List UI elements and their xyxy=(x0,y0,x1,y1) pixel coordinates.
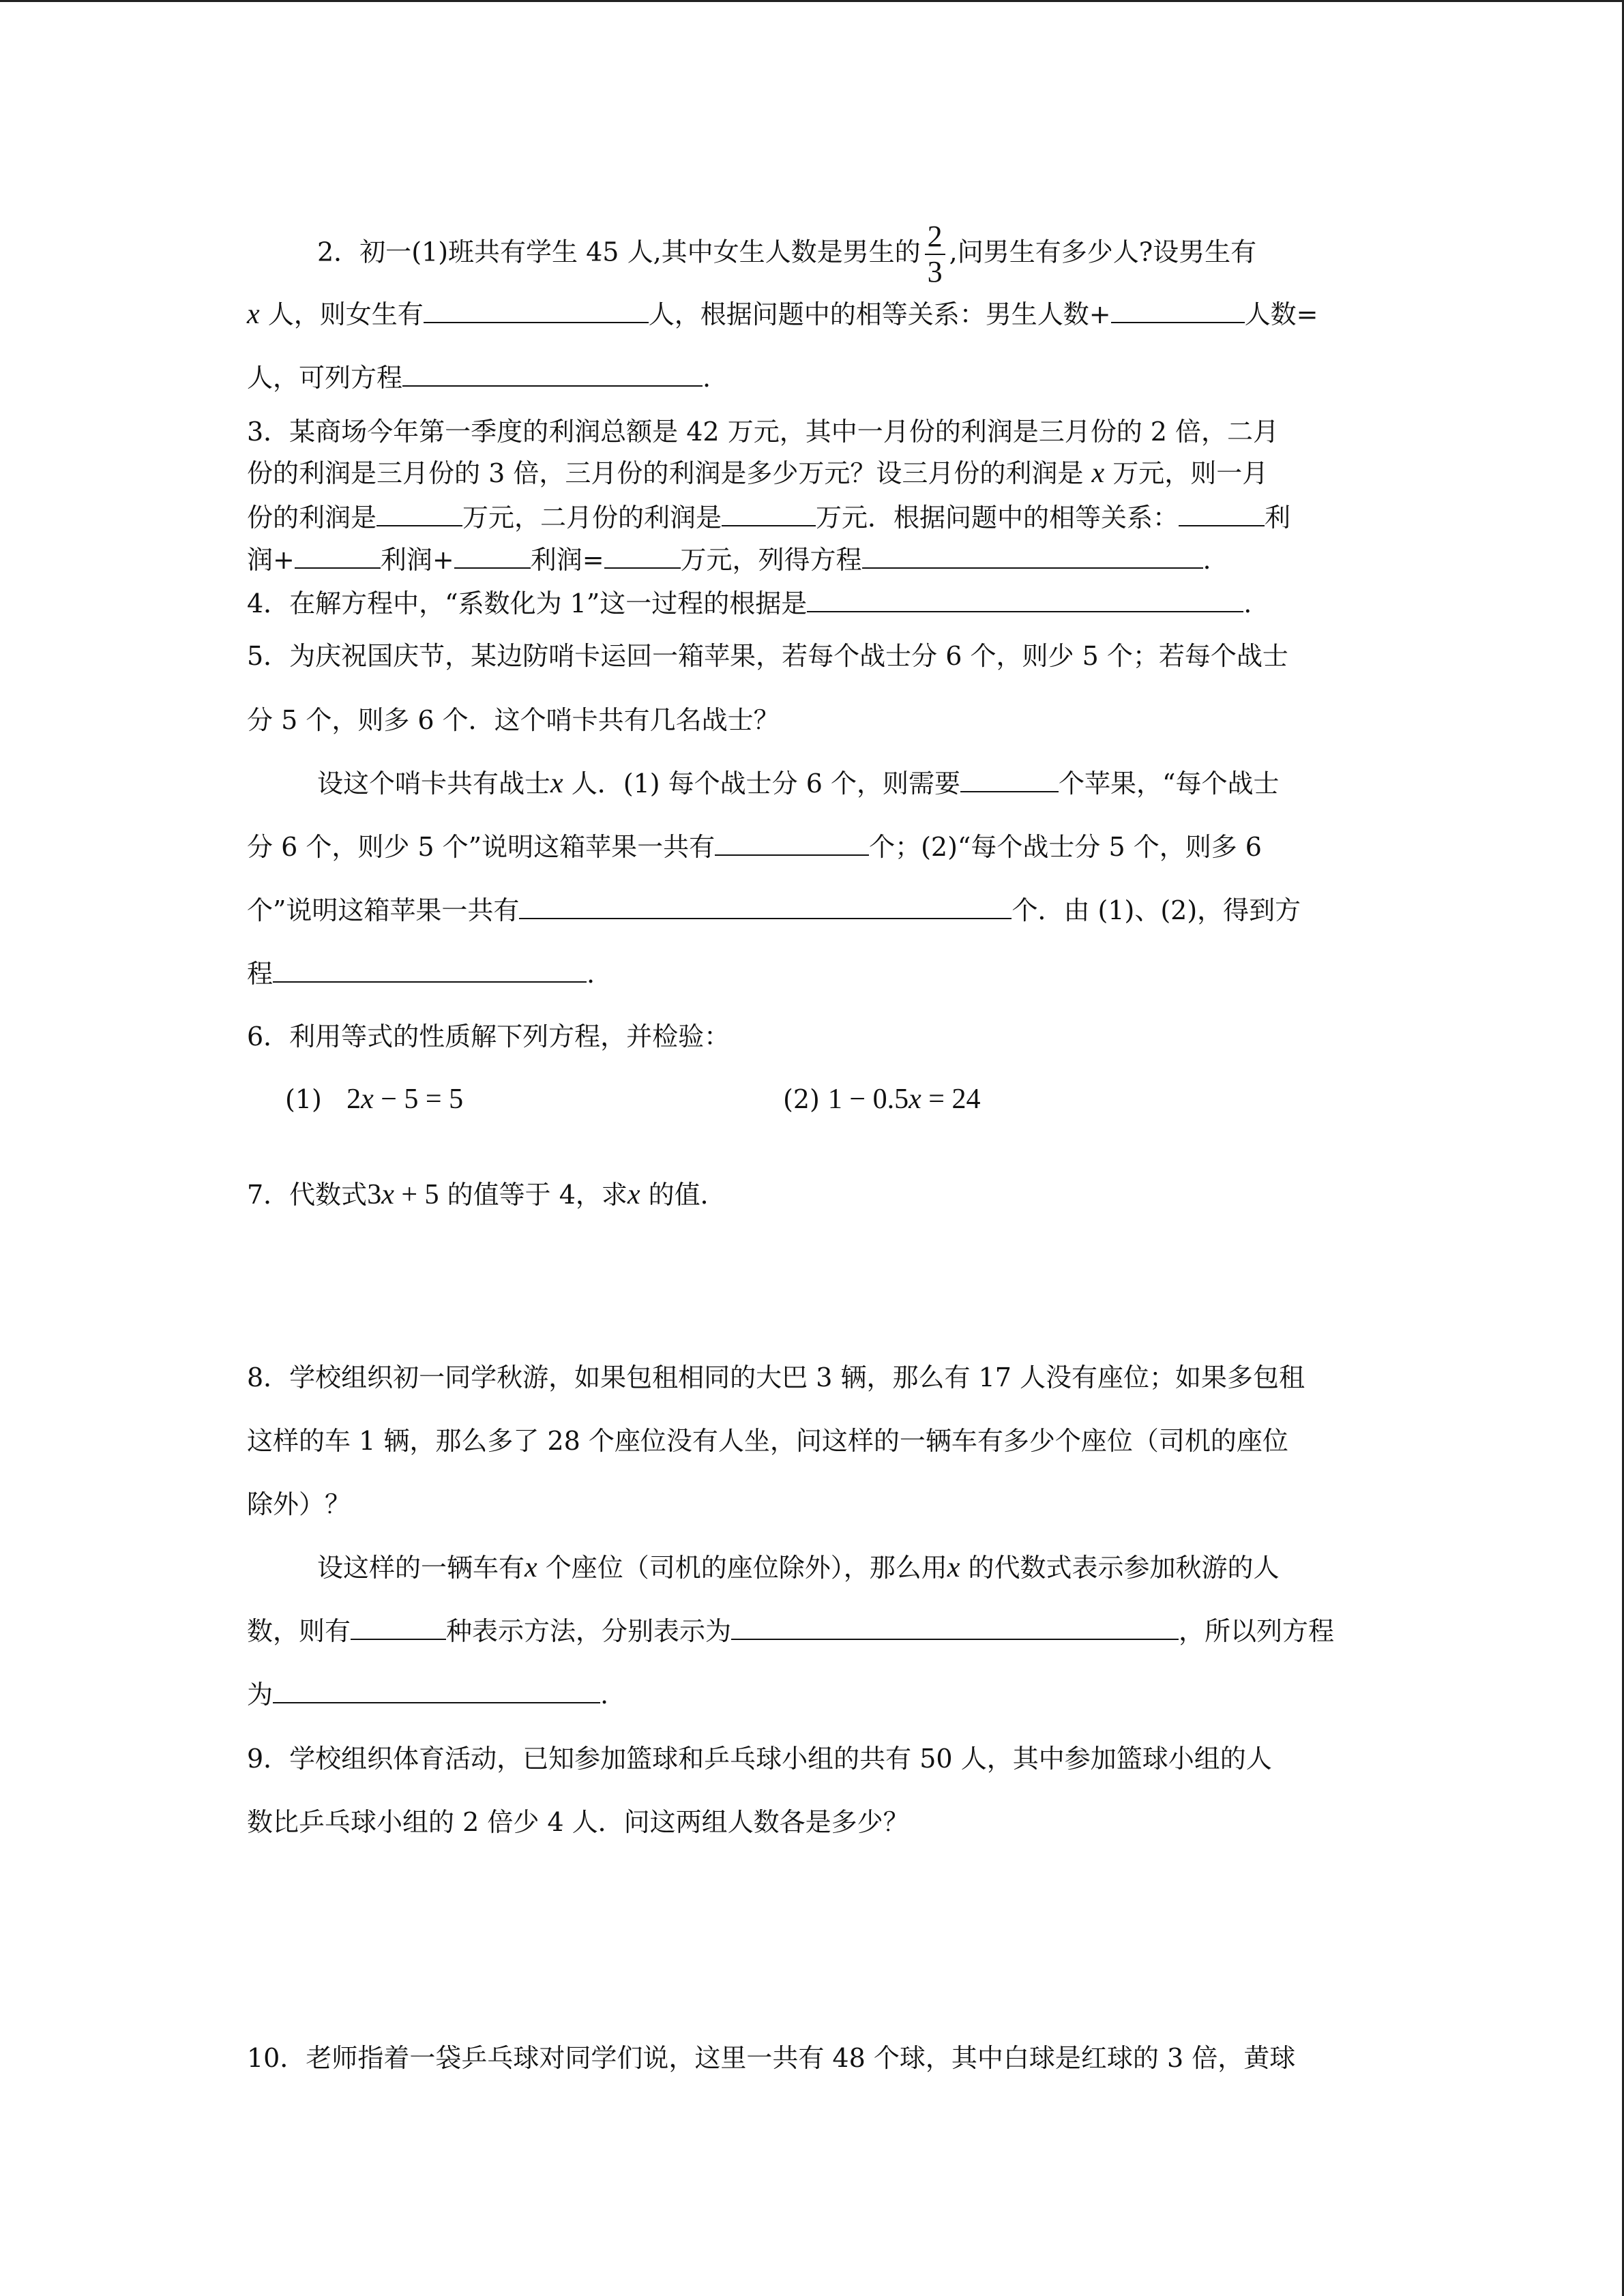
blank xyxy=(715,831,869,856)
q8-line6: 为 . xyxy=(247,1680,609,1710)
blank xyxy=(519,895,1012,919)
fraction-two-thirds: $\frac{2}{3}$ xyxy=(925,220,945,289)
q5-line5: 个”说明这箱苹果一共有 个．由 (1)、(2)，得到方 xyxy=(247,895,1301,925)
q8-line3: 除外）？ xyxy=(247,1489,351,1519)
top-border xyxy=(0,0,1624,2)
blank xyxy=(454,544,531,569)
q10-line1: 10．老师指着一袋乒乓球对同学们说，这里一共有 48 个球，其中白球是红球的 3 倍，黄球 xyxy=(247,2043,1296,2073)
blank xyxy=(424,299,649,323)
q6-title: 6．利用等式的性质解下列方程，并检验： xyxy=(247,1022,730,1052)
q3-line4: 润+ 利润+ 利润= 万元，列得方程 . xyxy=(247,545,1211,575)
blank xyxy=(807,588,1243,612)
blank xyxy=(722,502,816,526)
q2-line3: 人，可列方程 . xyxy=(247,363,711,393)
q5-line1: 5．为庆祝国庆节，某边防哨卡运回一箱苹果，若每个战士分 6 个，则少 5 个；若每个战士 xyxy=(247,641,1288,671)
q5-line4: 分 6 个，则少 5 个”说明这箱苹果一共有 个；(2)“每个战士分 5 个，则多 6 xyxy=(247,832,1262,862)
blank xyxy=(604,544,681,569)
blank xyxy=(862,544,1203,569)
q5-line3: 设这个哨卡共有战士x 人．(1) 每个战士分 6 个，则需要 个苹果，“每个战士 xyxy=(317,768,1280,799)
blank xyxy=(1179,502,1265,526)
blank xyxy=(1111,299,1245,323)
blank xyxy=(273,958,587,983)
q2-line1: 2．初一(1)班共有学生 45 人,其中女生人数是男生的 $\frac{2}{3}$ ,问男生有多少人?设男生有 xyxy=(317,220,1257,288)
q2-line2: x 人，则女生有 人，根据问题中的相等关系：男生人数+ 人数= xyxy=(247,299,1318,330)
q8-line5: 数，则有 种表示方法，分别表示为 ，所以列方程 xyxy=(247,1616,1335,1646)
q5-line6: 程 . xyxy=(247,959,595,989)
q8-line4: 设这样的一辆车有x 个座位（司机的座位除外），那么用x 的代数式表示参加秋游的人 xyxy=(317,1552,1280,1583)
blank xyxy=(377,502,462,526)
q3-line1: 3．某商场今年第一季度的利润总额是 42 万元，其中一月份的利润是三月份的 2 倍，二月 xyxy=(247,417,1280,447)
blank xyxy=(960,768,1059,792)
q7-line1: 7．代数式3x + 5 的值等于 4，求x 的值． xyxy=(247,1179,726,1210)
q3-line2: 份的利润是三月份的 3 倍，三月份的利润是多少万元？设三月份的利润是 x 万元，则一月 xyxy=(247,458,1269,489)
blank xyxy=(351,1615,446,1640)
q5-line2: 分 5 个，则多 6 个．这个哨卡共有几名战士？ xyxy=(247,705,780,735)
q6-part2: (2) 1 − 0.5x = 24 xyxy=(783,1084,981,1115)
q3-line3: 份的利润是 万元，二月份的利润是 万元．根据问题中的相等关系： 利 xyxy=(247,503,1291,533)
q9-line1: 9．学校组织体育活动，已知参加篮球和乒乓球小组的共有 50 人，其中参加篮球小组的人 xyxy=(247,1744,1272,1774)
q9-line2: 数比乒乓球小组的 2 倍少 4 人．问这两组人数各是多少？ xyxy=(247,1807,909,1837)
q6-part1: (1) 2x − 5 = 5 xyxy=(285,1084,464,1115)
blank xyxy=(295,544,381,569)
q4-line1: 4．在解方程中，“系数化为 1”这一过程的根据是 . xyxy=(247,588,1252,618)
blank xyxy=(731,1615,1179,1640)
blank xyxy=(402,362,703,387)
blank xyxy=(273,1679,600,1703)
q8-line2: 这样的车 1 辆，那么多了 28 个座位没有人坐，问这样的一辆车有多少个座位（司机的座位 xyxy=(247,1426,1288,1456)
q8-line1: 8．学校组织初一同学秋游，如果包租相同的大巴 3 辆，那么有 17 人没有座位；如果多包租 xyxy=(247,1362,1305,1392)
